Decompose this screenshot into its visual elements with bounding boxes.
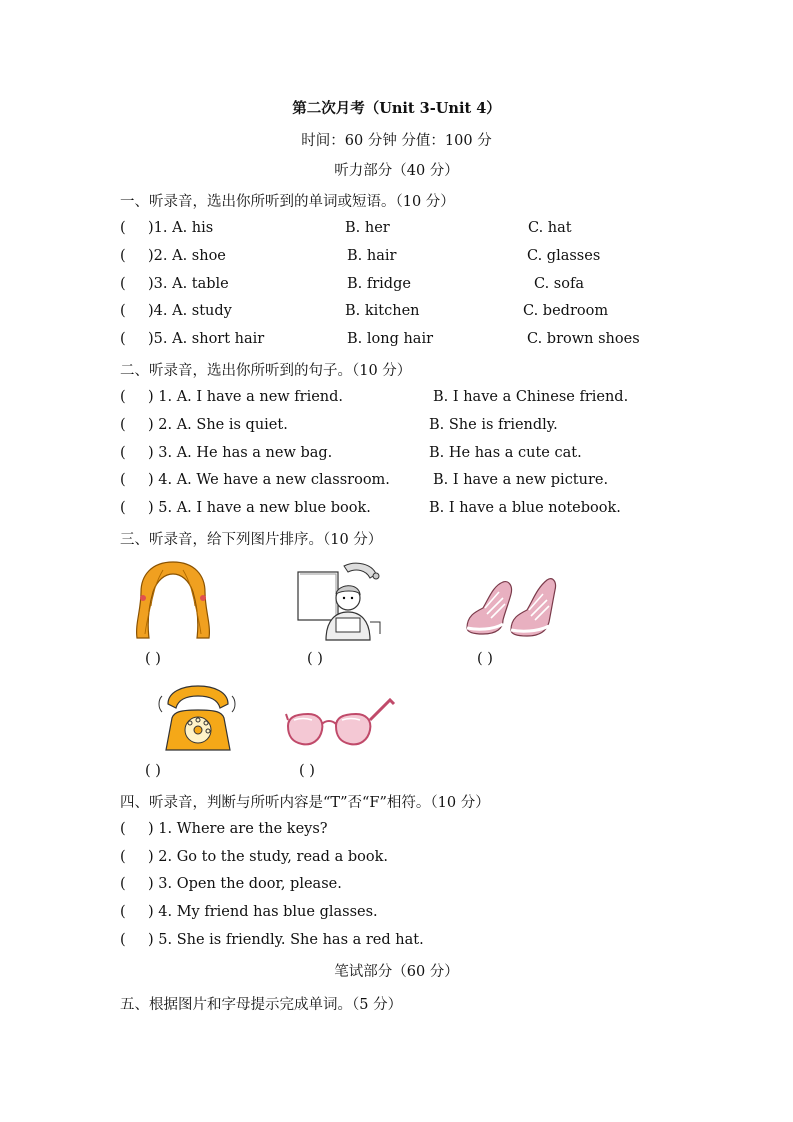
list-item: ( ) 2. A. She is quiet. <box>120 417 288 433</box>
written-part-heading: 笔试部分（60 分） <box>334 964 459 980</box>
option-c: C. brown shoes <box>527 331 640 347</box>
list-item: ( )2. A. shoe <box>120 248 226 264</box>
option-c: C. bedroom <box>523 303 609 319</box>
list-item: ( )1. A. his <box>120 220 214 236</box>
option-b: B. her <box>345 220 390 236</box>
section1-title: 一、听录音，选出你所听到的单词或短语。（10 分） <box>120 194 455 210</box>
option-c: C. glasses <box>527 248 601 264</box>
list-item: ( ) 1. A. I have a new friend. <box>120 389 344 405</box>
reading-girl-icon <box>296 560 386 642</box>
option-b: B. She is friendly. <box>429 417 558 433</box>
list-item: ( ) 1. Where are the keys? <box>120 821 328 837</box>
option-b: B. kitchen <box>345 303 420 319</box>
list-item: ( )3. A. table <box>120 276 229 292</box>
list-item: ( ) 3. Open the door, please. <box>120 876 342 892</box>
picture-1-blank[interactable]: ( ) <box>145 651 161 667</box>
section4-title: 四、听录音，判断与所听内容是“T”否“F”相符。（10 分） <box>120 795 490 811</box>
list-item: ( ) 4. My friend has blue glasses. <box>120 904 378 920</box>
picture-3-blank[interactable]: ( ) <box>477 651 493 667</box>
option-b: B. I have a new picture. <box>433 472 609 488</box>
section3-title: 三、听录音，给下列图片排序。（10 分） <box>120 532 383 548</box>
picture-4-blank[interactable]: ( ) <box>145 763 161 779</box>
list-item: ( ) 4. A. We have a new classroom. <box>120 472 390 488</box>
option-b: B. I have a blue notebook. <box>429 500 621 516</box>
list-item: ( ) 5. A. I have a new blue book. <box>120 500 371 516</box>
hair-icon <box>133 558 213 642</box>
telephone-icon <box>158 678 238 754</box>
option-b: B. fridge <box>347 276 411 292</box>
list-item: ( ) 2. Go to the study, read a book. <box>120 849 388 865</box>
option-b: B. long hair <box>347 331 434 347</box>
shoes-icon <box>463 568 559 640</box>
list-item: ( )4. A. study <box>120 303 232 319</box>
glasses-icon <box>284 686 396 752</box>
option-b: B. He has a cute cat. <box>429 445 582 461</box>
list-item: ( ) 3. A. He has a new bag. <box>120 445 333 461</box>
option-c: C. hat <box>528 220 572 236</box>
option-b: B. I have a Chinese friend. <box>433 389 629 405</box>
option-c: C. sofa <box>534 276 584 292</box>
section2-title: 二、听录音，选出你所听到的句子。（10 分） <box>120 363 412 379</box>
page-title: 第二次月考（Unit 3-Unit 4） <box>292 100 501 117</box>
exam-meta: 时间：60 分钟 分值：100 分 <box>301 133 492 149</box>
picture-5-blank[interactable]: ( ) <box>299 763 315 779</box>
picture-2-blank[interactable]: ( ) <box>307 651 323 667</box>
option-b: B. hair <box>347 248 397 264</box>
listening-part-heading: 听力部分（40 分） <box>334 163 459 179</box>
list-item: ( ) 5. She is friendly. She has a red hat. <box>120 932 424 948</box>
list-item: ( )5. A. short hair <box>120 331 265 347</box>
section5-title: 五、根据图片和字母提示完成单词。（5 分） <box>120 997 403 1013</box>
